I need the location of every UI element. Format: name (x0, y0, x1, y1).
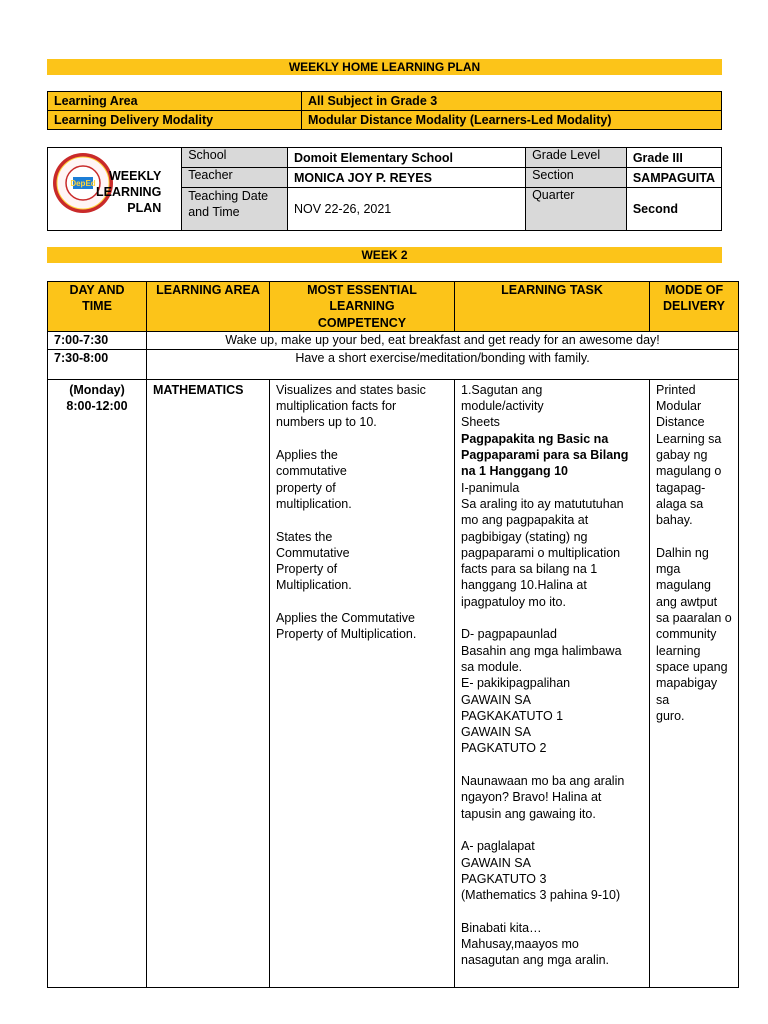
task-steps: I-panimula Sa araling ito ay matututuhan mo ang pagpapakita at pagbibigay (stating) ng pagpaparami o multiplication facts para sa bilang na 1 hanggang 10.Halina at ipagpatuloy mo ito. D- pagpapaunlad Basahin ang mga halimbawa sa module. E- pakikipagpalihan GAWAIN SA PAGKAKATUTO 1 GAWAIN SA PAGKATUTO 2 Naunawaan mo ba ang aralin ngayon? Bravo! Halina at tapusin ang gawaing ito. A- paglalapat GAWAIN SA PAGKATUTO 3 (Mathematics 3 pahina 9-10) Binabati kita… Mahusay,maayos mo nasagutan ang mga aralin. (461, 480, 625, 968)
col-day-time: DAY AND TIME (48, 282, 147, 332)
school-label: School (182, 148, 288, 168)
week-label: WEEK 2 (361, 248, 408, 262)
info-label: Learning Delivery Modality (48, 111, 302, 130)
monday-competency: Visualizes and states basic multiplication facts for numbers up to 10. Applies the commutative property of multiplication. States the Commutative Property of Multiplication. Applies the Commutative Property of Multiplication. (270, 379, 455, 987)
task-lesson-title: Pagpapakita ng Basic na Pagpaparami para sa Bilang na 1 Hanggang 10 (461, 431, 629, 479)
section-value: SAMPAGUITA (626, 168, 721, 188)
col-mode-delivery: MODE OF DELIVERY (650, 282, 739, 332)
logo-cell (48, 148, 168, 231)
quarter-label: Quarter (526, 188, 627, 231)
week-bar (47, 247, 722, 263)
task-intro: 1.Sagutan ang module/activity Sheets (461, 382, 544, 430)
svg-text:DepEd: DepEd (70, 179, 96, 188)
date-value: NOV 22-26, 2021 (287, 188, 525, 231)
plan-title: WEEKLY HOME LEARNING PLAN (288, 60, 481, 74)
grade-value: Grade III (626, 148, 721, 168)
monday-learning-area: MATHEMATICS (147, 379, 270, 987)
quarter-value: Second (626, 188, 721, 231)
monday-mode-delivery: Printed Modular Distance Learning sa gabay ng magulang o tagapag- alaga sa bahay. Dalhin ng mga magulang ang awtput sa paaralan o community learning space upang mapabigay sa guro. (650, 379, 739, 987)
info-label: Learning Area (48, 92, 302, 111)
info-value: Modular Distance Modality (Learners-Led Modality) (302, 111, 722, 130)
monday-row (48, 379, 739, 987)
teacher-label: Teacher (182, 168, 288, 188)
monday-learning-task (455, 379, 650, 987)
routine-row (48, 349, 739, 379)
weekly-learning-plan-label: WEEKLY LEARNING PLAN (96, 169, 162, 215)
routine-row (48, 331, 739, 349)
column-header-row (48, 282, 739, 332)
header-table (47, 147, 722, 231)
routine-text: Have a short exercise/meditation/bonding with family. (147, 349, 739, 379)
plan-title-bar (47, 59, 722, 75)
routine-text: Wake up, make up your bed, eat breakfast and get ready for an awesome day! (147, 331, 739, 349)
info-table (47, 91, 722, 130)
spacer (167, 148, 181, 231)
schedule-table (47, 281, 739, 988)
grade-label: Grade Level (526, 148, 627, 168)
routine-time: 7:00-7:30 (48, 331, 147, 349)
col-learning-area: LEARNING AREA (147, 282, 270, 332)
teacher-name: MONICA JOY P. REYES (287, 168, 525, 188)
monday-day-time: (Monday) 8:00-12:00 (48, 379, 147, 987)
col-competency: MOST ESSENTIAL LEARNING COMPETENCY (270, 282, 455, 332)
routine-time: 7:30-8:00 (48, 349, 147, 379)
info-value: All Subject in Grade 3 (302, 92, 722, 111)
info-row (48, 111, 722, 130)
date-label: Teaching Date and Time (182, 188, 288, 231)
school-name: Domoit Elementary School (287, 148, 525, 168)
col-learning-task: LEARNING TASK (455, 282, 650, 332)
section-label: Section (526, 168, 627, 188)
info-row (48, 92, 722, 111)
